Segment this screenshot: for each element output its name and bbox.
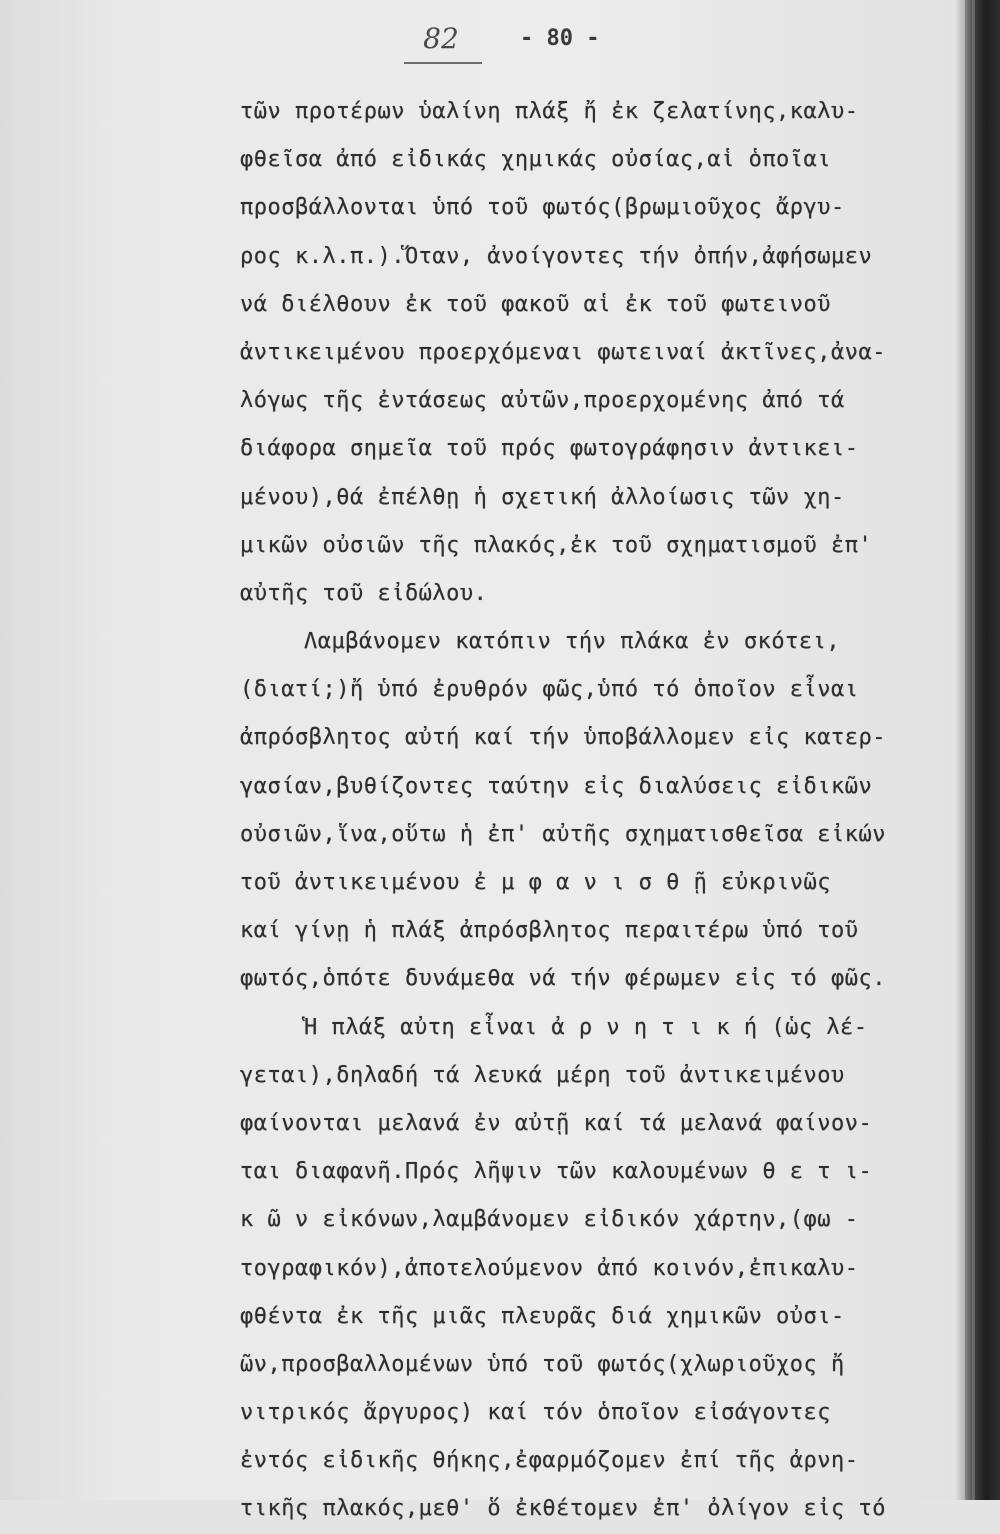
paragraph-start-line: Λαμβάνομεν κατόπιν τήν πλάκα ἐν σκότει,: [304, 629, 841, 655]
text-line: τῶν προτέρων ὑαλίνη πλάξ ἤ ἐκ ζελατίνης,καλυ-: [240, 99, 859, 124]
text-line: φθέντα ἐκ τῆς μιᾶς πλευρᾶς διά χημικῶν οὐσι-: [240, 1303, 845, 1329]
page-number-underline: [404, 62, 482, 64]
text-line: φωτός,ὁπότε δυνάμεθα νά τήν φέρωμεν εἰς τό φῶς.: [240, 966, 887, 992]
text-line: οὐσιῶν,ἵνα,οὕτω ἡ ἐπ' αὐτῆς σχηματισθεῖσα εἰκών: [240, 821, 887, 847]
text-line: νιτρικός ἄργυρος) καί τόν ὁποῖον εἰσάγοντες: [240, 1400, 832, 1426]
text-line: ἐντός εἰδικῆς θήκης,ἐφαρμόζομεν ἐπί τῆς ἀρνη-: [240, 1448, 859, 1474]
text-line: μικῶν οὐσιῶν τῆς πλακός,ἐκ τοῦ σχηματισμοῦ ἐπ': [240, 532, 873, 558]
text-line: (διατί;)ἤ ὑπό ἐρυθρόν φῶς,ὑπό τό ὁποῖον εἶναι: [240, 677, 859, 703]
text-line: τογραφικόν),ἀποτελούμενον ἀπό κοινόν,ἐπικαλυ-: [240, 1255, 859, 1281]
text-line: ἀπρόσβλητος αὐτή καί τήν ὑποβάλλομεν εἰς κατερ-: [240, 725, 887, 751]
text-line: φαίνονται μελανά ἐν αὐτῇ καί τά μελανά φαίνον-: [240, 1110, 873, 1136]
text-line: φθεῖσα ἀπό εἰδικάς χημικάς οὐσίας,αἱ ὁποῖαι: [240, 147, 832, 173]
text-line: γεται),δηλαδή τά λευκά μέρη τοῦ ἀντικειμένου: [240, 1062, 845, 1088]
paragraph-start-line: Ἡ πλάξ αὐτη εἶναι ἀ ρ ν η τ ι κ ή (ὡς λέ-: [304, 1014, 868, 1040]
binding-highlight: [972, 0, 975, 1500]
typed-page-marker: - 80 -: [520, 26, 600, 51]
text-line: προσβάλλονται ὑπό τοῦ φωτός(βρωμιοῦχος ἄργυ-: [240, 195, 845, 221]
text-line: αὐτῆς τοῦ εἰδώλου.: [240, 580, 488, 606]
text-line: ται διαφανῆ.Πρός λῆψιν τῶν καλουμένων θ ε τ ι-: [240, 1159, 873, 1185]
text-line: καί γίνῃ ἡ πλάξ ἀπρόσβλητος περαιτέρω ὑπό τοῦ: [240, 918, 859, 944]
book-binding: [965, 0, 1000, 1500]
text-line: μένου),θά ἐπέλθῃ ἡ σχετική ἀλλοίωσις τῶν χη-: [240, 484, 845, 510]
handwritten-page-number: 82: [423, 22, 459, 55]
text-line: κ ῶ ν εἰκόνων,λαμβάνομεν εἰδικόν χάρτην,(φω -: [240, 1207, 859, 1233]
text-line: τοῦ ἀντικειμένου ἐ μ φ α ν ι σ θ ῇ εὐκρινῶς: [240, 870, 832, 895]
text-line: ῶν,προσβαλλομένων ὑπό τοῦ φωτός(χλωριοῦχος ἤ: [240, 1351, 845, 1377]
text-line: λόγως τῆς ἐντάσεως αὐτῶν,προερχομένης ἀπό τά: [240, 388, 845, 414]
typewritten-body: [240, 88, 910, 1534]
text-line: ἀντικειμένου προερχόμεναι φωτειναί ἀκτῖνες,ἀνα-: [240, 339, 887, 365]
text-line: ρος κ.λ.π.).Ὅταν, ἀνοίγοντες τήν ὀπήν,ἀφήσωμεν: [240, 243, 873, 269]
text-line: διάφορα σημεῖα τοῦ πρός φωτογράφησιν ἀντικει-: [240, 436, 859, 462]
text-line: τικῆς πλακός,μεθ' ὅ ἐκθέτομεν ἐπ' ὀλίγον εἰς τό: [240, 1496, 887, 1522]
text-line: γασίαν,βυθίζοντες ταύτην εἰς διαλύσεις εἰδικῶν: [240, 773, 873, 799]
text-line: νά διέλθουν ἐκ τοῦ φακοῦ αἱ ἐκ τοῦ φωτεινοῦ: [240, 291, 832, 317]
